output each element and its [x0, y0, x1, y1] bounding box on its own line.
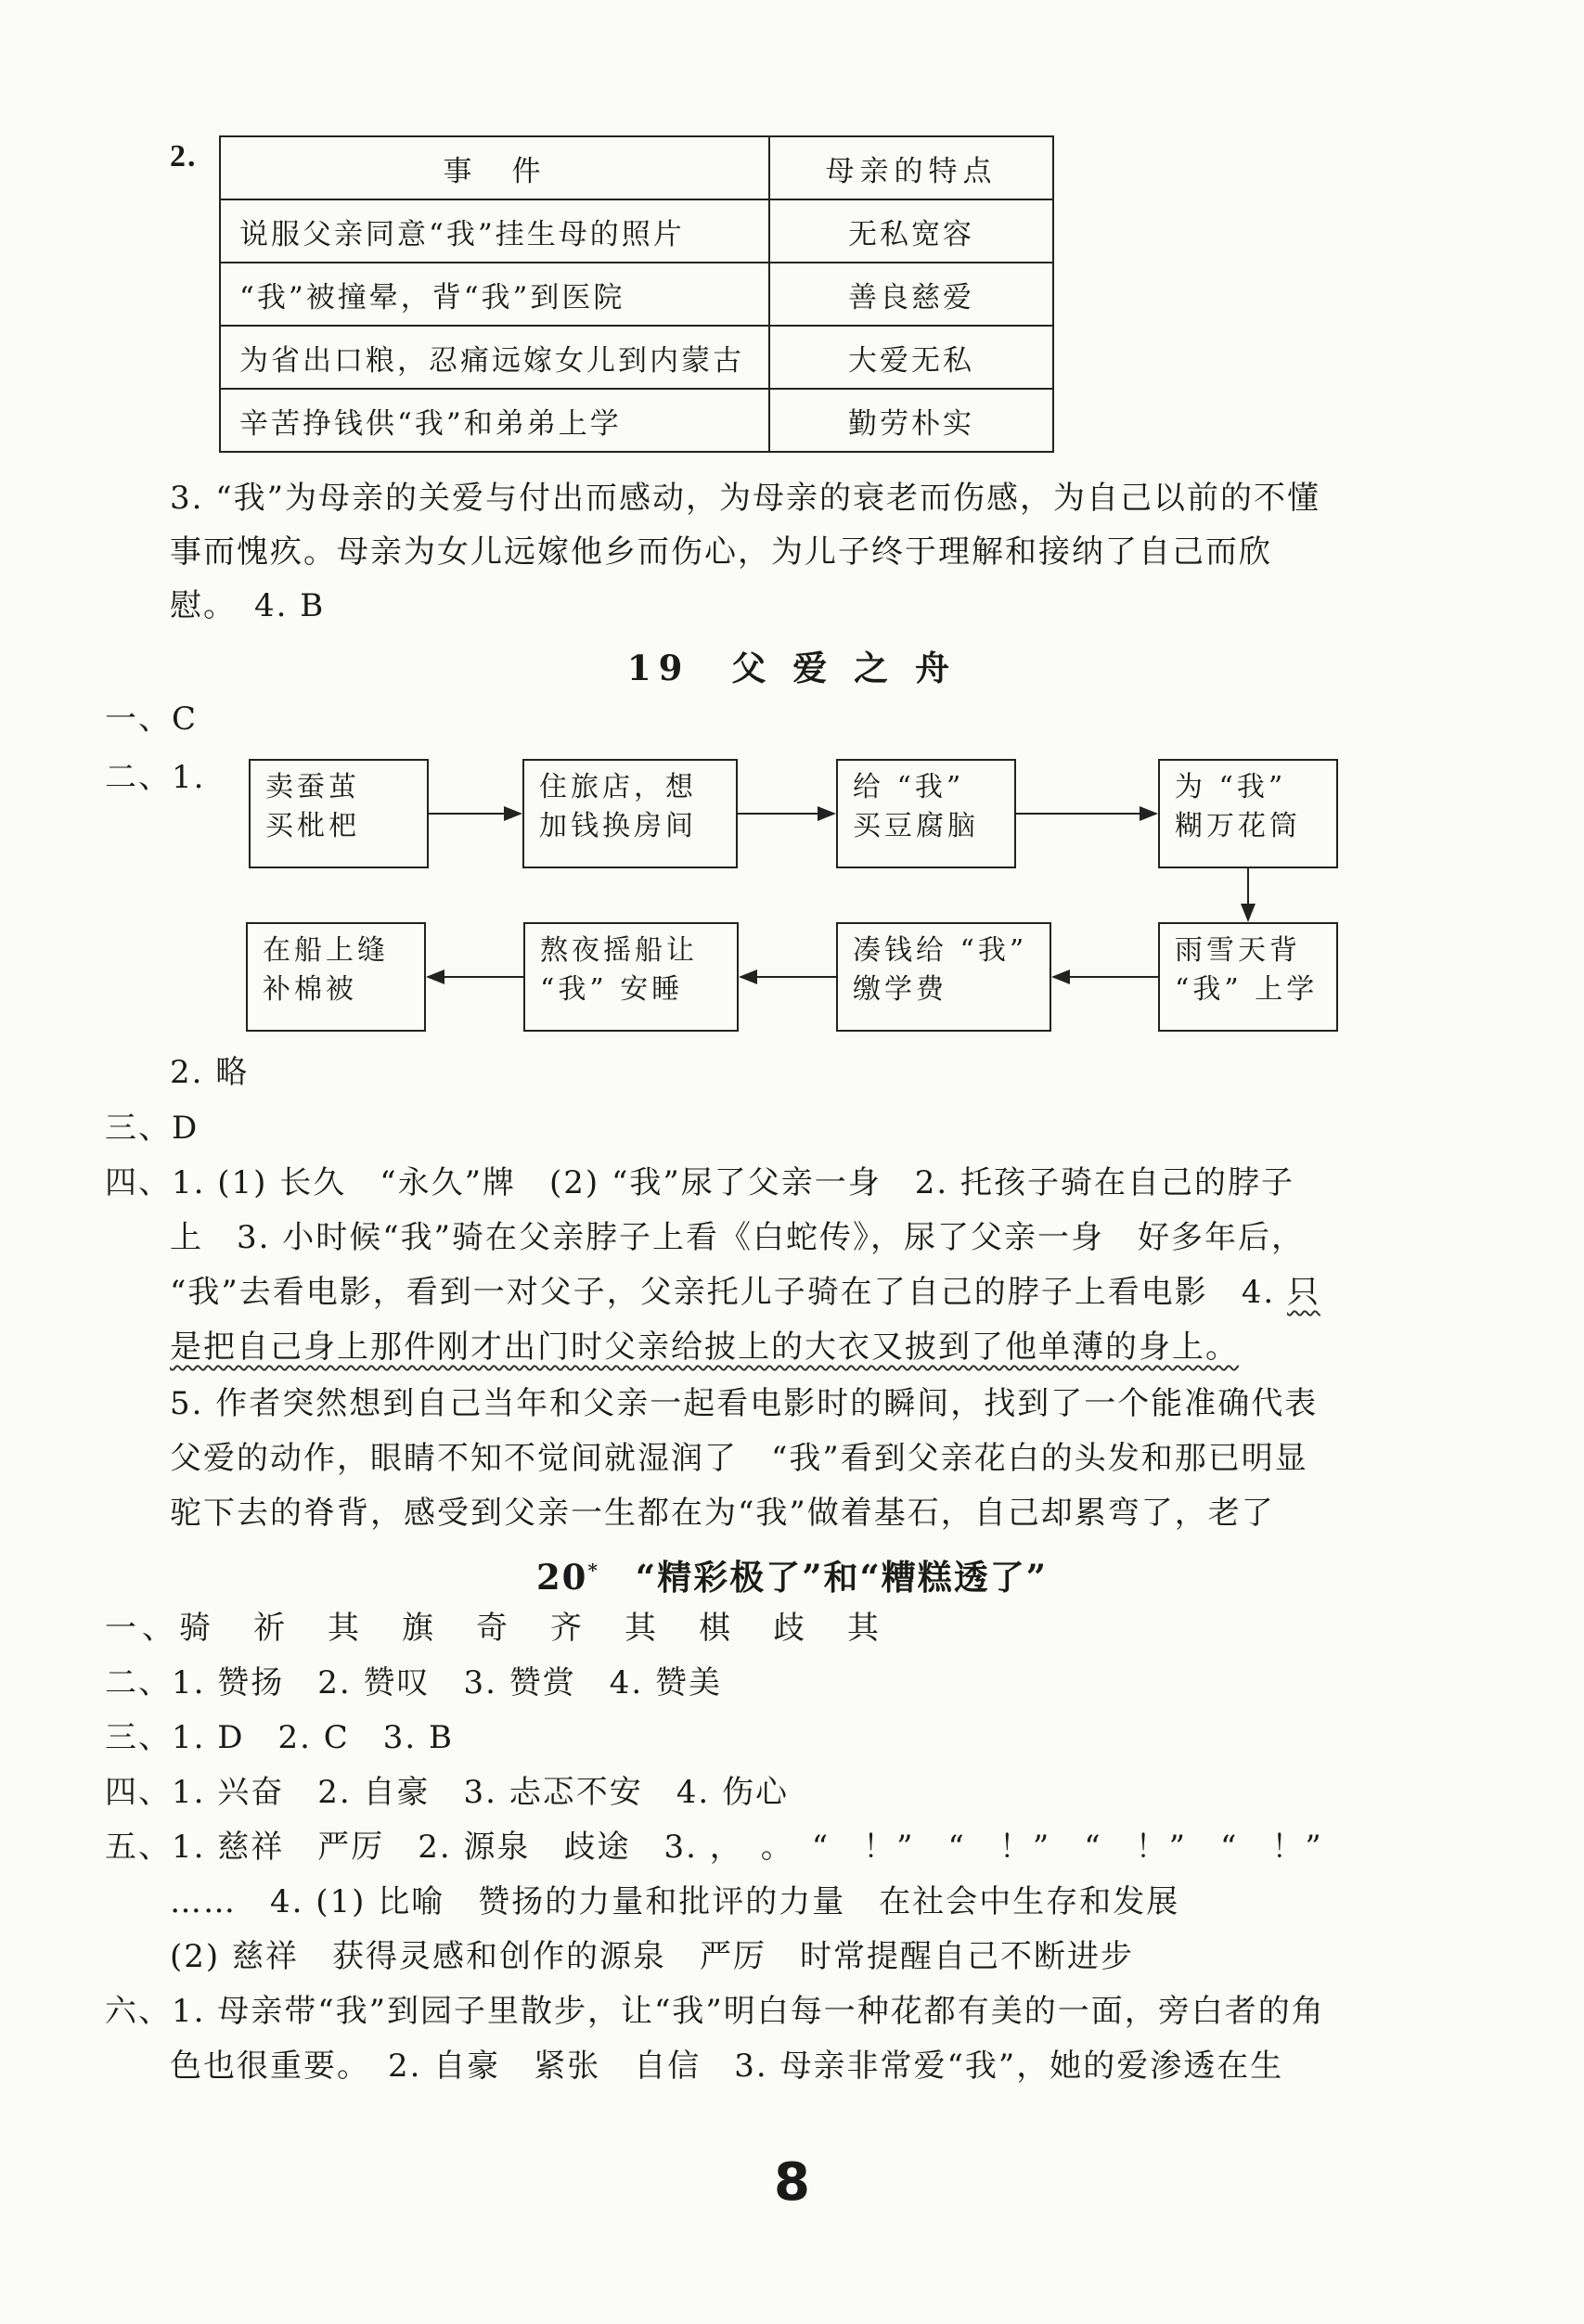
s19-part-4-line7: 驼下去的脊背，感受到父亲一生都在为“我”做着基石，自己却累弯了，老了 [170, 1495, 1275, 1532]
table-cell-trait: 善良慈爱 [769, 263, 1053, 326]
s19-part-1: 一、C [105, 700, 199, 738]
flow-box-7-text: 熬夜摇船让 “我” 安睡 [540, 934, 698, 1006]
table-header-trait: 母亲的特点 [769, 136, 1053, 199]
flow-box-6-text: 凑钱给 “我” 缴学费 [853, 934, 1028, 1006]
q3-line2: 事而愧疚。母亲为女儿远嫁他乡而伤心，为儿子终于理解和接纳了自己而欣 [170, 533, 1272, 571]
s20-part-6-line2: 色也很重要。 2. 自豪 紧张 自信 3. 母亲非常爱“我”，她的爱渗透在生 [170, 2048, 1284, 2085]
section-20-title [0, 1549, 1584, 1599]
s20-part-4: 四、1. 兴奋 2. 自豪 3. 忐忑不安 4. 伤心 [105, 1774, 789, 1811]
s20-part-5-line3: (2) 慈祥 获得灵感和创作的源泉 严厉 时常提醒自己不断进步 [170, 1938, 1134, 1975]
s19-part-4-line5: 5. 作者突然想到自己当年和父亲一起看电影时的瞬间，找到了一个能准确代表 [170, 1385, 1319, 1422]
table-cell-trait: 勤劳朴实 [769, 389, 1053, 452]
s19-part-4-line4: 是把自己身上那件刚才出门时父亲给披上的大衣又披到了他单薄的身上。 [170, 1329, 1239, 1366]
s20-part-5-line1: 五、1. 慈祥 严厉 2. 源泉 歧途 3. ， 。 “ ！” “ ！” “ ！” “ ！” [105, 1829, 1323, 1866]
s19-line3-underlined: 只 [1287, 1274, 1321, 1311]
s20-part-3: 三、1. D 2. C 3. B [105, 1719, 455, 1756]
s20-part-1: 一、骑 祈 其 旗 奇 齐 其 棋 歧 其 [105, 1610, 884, 1647]
table-cell-event: “我”被撞晕，背“我”到医院 [220, 263, 769, 326]
s20-part-5-line2: …… 4. (1) 比喻 赞扬的力量和批评的力量 在社会中生存和发展 [170, 1883, 1180, 1920]
s19-part-4-line6: 父爱的动作，眼睛不知不觉间就湿润了 “我”看到父亲花白的头发和那已明显 [170, 1440, 1308, 1477]
s19-part-4-line2: 上 3. 小时候“我”骑在父亲脖子上看《白蛇传》，尿了父亲一身 好多年后， [170, 1219, 1306, 1256]
s19-part-2: 二、1. [105, 759, 206, 796]
s19-q2-answer: 2. 略 [170, 1054, 250, 1091]
section-20-mark: * [587, 1559, 599, 1582]
flow-box-3-text: 给 “我” 买豆腐脑 [853, 771, 979, 842]
q3-line1: 3. “我”为母亲的关爱与付出而感动，为母亲的衰老而伤感，为自己以前的不懂 [170, 480, 1321, 517]
q2-number: 2. [170, 139, 198, 173]
table-cell-trait: 无私宽容 [769, 199, 1053, 263]
s19-part-4-line1: 四、1. (1) 长久 “永久”牌 (2) “我”尿了父亲一身 2. 托孩子骑在自己的脖子 [105, 1164, 1294, 1201]
s19-part-3: 三、D [105, 1110, 200, 1147]
s19-line3-text: “我”去看电影，看到一对父子，父亲托儿子骑在了自己的脖子上看电影 4. [170, 1274, 1288, 1311]
table-cell-trait: 大爱无私 [769, 326, 1053, 389]
flow-box-5-text: 雨雪天背 “我” 上学 [1175, 934, 1319, 1006]
section-20-title-text: “精彩极了”和“糟糕透了” [635, 1557, 1049, 1598]
page-number: 8 [774, 2152, 810, 2213]
table-header-event: 事 件 [220, 136, 769, 199]
q3-line3: 慰。 4. B [170, 587, 326, 624]
flow-box-8-text: 在船上缝 补棉被 [263, 934, 389, 1006]
s19-part-4-line3 [170, 1271, 1320, 1314]
flow-box-4-text: 为 “我” 糊万花筒 [1175, 771, 1301, 842]
flow-box-1-text: 卖蚕茧 买枇杷 [265, 771, 360, 842]
table-cell-event: 说服父亲同意“我”挂生母的照片 [220, 199, 769, 263]
section-19-title: 19 父 爱 之 舟 [626, 648, 958, 688]
table-cell-event: 为省出口粮，忍痛远嫁女儿到内蒙古 [220, 326, 769, 389]
flow-box-2-text: 住旅店，想 加钱换房间 [539, 771, 697, 842]
table-cell-event: 辛苦挣钱供“我”和弟弟上学 [220, 389, 769, 452]
s20-part-6-line1: 六、1. 母亲带“我”到园子里散步，让“我”明白每一种花都有美的一面，旁白者的角 [105, 1993, 1325, 2030]
flow-arrows [0, 0, 1584, 1113]
s20-part-2: 二、1. 赞扬 2. 赞叹 3. 赞赏 4. 赞美 [105, 1664, 722, 1701]
section-20-number: 20 [535, 1557, 588, 1598]
